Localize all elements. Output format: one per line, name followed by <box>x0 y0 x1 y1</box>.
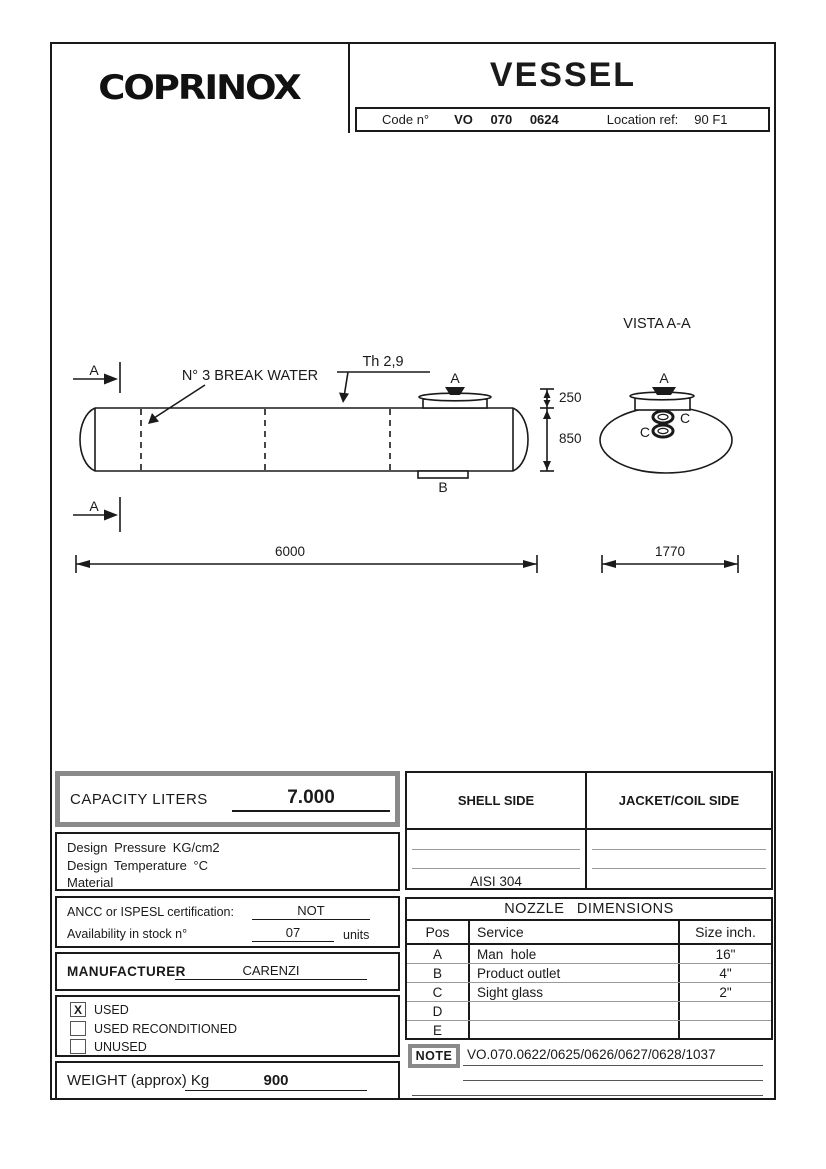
location-ref-label: Location ref: <box>606 112 679 127</box>
condition-option-used-reconditioned <box>70 1020 237 1037</box>
dim-6000-label: 6000 <box>274 544 306 559</box>
thickness-arrow <box>339 393 349 404</box>
nozzle-row-e: E <box>407 1021 771 1040</box>
code-bar <box>355 107 770 132</box>
material-row <box>407 869 771 889</box>
pos-header: Pos <box>407 921 470 943</box>
nozzle-a-label: A <box>450 370 460 386</box>
section-arrow <box>104 510 118 521</box>
used-checkbox[interactable]: X <box>70 1002 86 1017</box>
thickness-label: Th 2,9 <box>362 354 404 370</box>
material-label: Material <box>67 875 114 890</box>
location-ref-value: 90 F1 <box>694 112 728 127</box>
note-label: NOTE <box>415 1049 453 1063</box>
temperature-row <box>407 850 771 870</box>
dim-850-label: 850 <box>559 431 582 446</box>
dim-250-label: 250 <box>559 390 582 405</box>
break-water-arrow <box>148 413 159 424</box>
condition-option-used <box>70 1001 129 1018</box>
section-marker-label: A <box>89 362 99 378</box>
design-temperature-label: Design Temperature °C <box>67 857 209 873</box>
sides-table-header <box>407 773 771 830</box>
pressure-row <box>407 830 771 850</box>
logo-cell <box>50 42 350 133</box>
nozzle-row-c: C Sight glass 2" <box>407 983 771 1002</box>
used-label: USED <box>94 1002 129 1017</box>
shell-side-header: SHELL SIDE <box>407 773 587 828</box>
capacity-label: CAPACITY LITERS <box>70 790 208 808</box>
jacket-side-header: JACKET/COIL SIDE <box>618 793 740 808</box>
nozzle-c-label: C <box>680 410 691 426</box>
sides-table <box>405 771 773 890</box>
note-value: VO.070.0622/0625/0626/0627/0628/1037 <box>467 1047 716 1062</box>
shell-material-value: AISI 304 <box>470 873 522 889</box>
size-header: Size inch. <box>695 924 756 940</box>
note-label-box <box>408 1044 460 1068</box>
break-water-label: N° 3 BREAK WATER <box>181 368 319 384</box>
company-logo: COPRINOX <box>98 67 300 108</box>
section-marker-label: A <box>89 498 99 514</box>
sight-glass <box>653 425 673 437</box>
certification-box <box>55 896 400 948</box>
code-label: Code n° <box>382 112 430 127</box>
product-outlet-nozzle <box>418 471 468 478</box>
note-underline <box>463 1066 763 1081</box>
capacity-value: 7.000 <box>232 787 390 812</box>
nozzle-dimensions-table <box>405 897 773 1040</box>
unused-checkbox[interactable] <box>70 1039 86 1054</box>
used-reconditioned-label: USED RECONDITIONED <box>94 1021 238 1036</box>
manufacturer-label: MANUFACTURER <box>67 964 186 979</box>
condition-option-unused <box>70 1038 147 1055</box>
tank-right-head <box>513 408 528 471</box>
used-reconditioned-checkbox[interactable] <box>70 1021 86 1036</box>
unused-label: UNUSED <box>94 1039 147 1054</box>
weight-value: 900 <box>185 1072 367 1091</box>
stock-label: Availability in stock n° <box>67 927 188 941</box>
vessel-technical-drawing <box>50 133 776 770</box>
nozzle-b-label: B <box>438 479 448 495</box>
nozzle-table-header <box>407 921 771 945</box>
stock-units-label: units <box>343 928 370 942</box>
vista-label: VISTA A-A <box>623 316 691 332</box>
certification-row <box>67 901 390 923</box>
code-value: VO 070 0624 <box>454 112 559 127</box>
nozzle-row-a: A Man hole 16" <box>407 945 771 964</box>
stock-value: 07 <box>252 925 334 942</box>
manufacturer-box <box>55 952 400 991</box>
certification-value: NOT <box>252 903 370 920</box>
nozzle-table-title: NOZZLE DIMENSIONS <box>407 899 771 921</box>
nozzle-c-label: C <box>639 424 650 440</box>
tank-left-head <box>80 408 95 471</box>
weight-box <box>55 1061 400 1100</box>
note-underline <box>412 1081 763 1096</box>
sight-glass <box>653 411 673 423</box>
dim-1770-label: 1770 <box>654 544 686 559</box>
service-header: Service <box>470 921 680 943</box>
capacity-box <box>55 771 400 827</box>
condition-box <box>55 995 400 1057</box>
nozzle-row-b: B Product outlet 4" <box>407 964 771 983</box>
nozzle-row-d: D <box>407 1002 771 1021</box>
certification-label: ANCC or ISPESL certification: <box>67 905 234 919</box>
weight-label: WEIGHT (approx) Kg <box>67 1072 210 1089</box>
design-pressure-label: Design Pressure KG/cm2 <box>67 840 220 855</box>
stock-row <box>67 923 390 945</box>
design-conditions-box <box>55 832 400 891</box>
manufacturer-value: CARENZI <box>175 963 367 980</box>
document-title: VESSEL <box>489 56 637 94</box>
nozzle-a-label-vista: A <box>659 370 669 386</box>
section-arrow <box>104 374 118 385</box>
